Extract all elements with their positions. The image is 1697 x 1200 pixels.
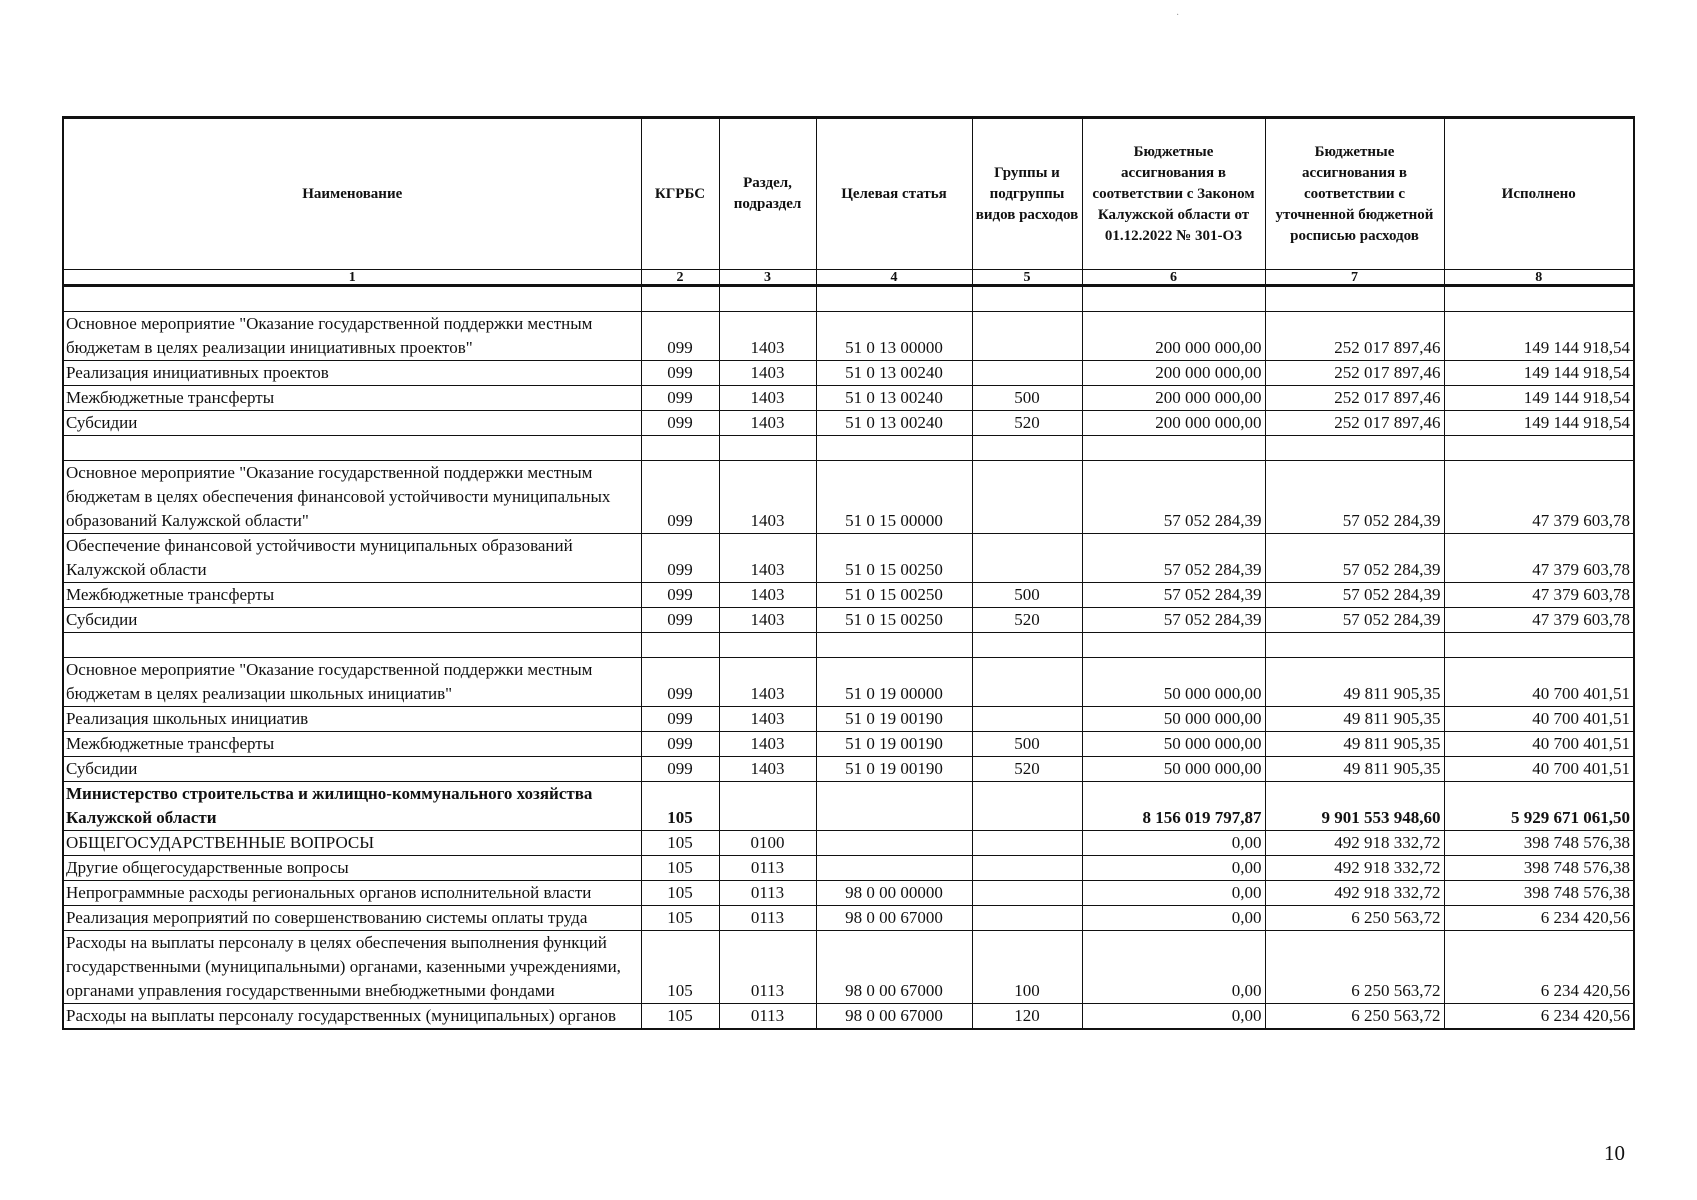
row-statya: 51 0 15 00250 [816, 534, 972, 583]
row-statya: 51 0 13 00240 [816, 361, 972, 386]
row-kgrbs: 105 [641, 931, 719, 1004]
row-vid [972, 658, 1082, 707]
row-law-amount: 57 052 284,39 [1082, 608, 1265, 633]
row-razdel: 1403 [719, 312, 816, 361]
row-razdel: 1403 [719, 608, 816, 633]
row-vid [972, 361, 1082, 386]
row-rospis-amount: 252 017 897,46 [1265, 386, 1444, 411]
row-kgrbs: 105 [641, 1004, 719, 1030]
row-statya: 51 0 15 00250 [816, 583, 972, 608]
row-kgrbs: 099 [641, 411, 719, 436]
row-law-amount: 50 000 000,00 [1082, 757, 1265, 782]
row-law-amount: 50 000 000,00 [1082, 707, 1265, 732]
row-kgrbs: 105 [641, 782, 719, 831]
row-rospis-amount: 57 052 284,39 [1265, 534, 1444, 583]
row-law-amount: 0,00 [1082, 906, 1265, 931]
row-name: Другие общегосударственные вопросы [63, 856, 641, 881]
row-rospis-amount: 6 250 563,72 [1265, 931, 1444, 1004]
row-done-amount: 149 144 918,54 [1444, 312, 1634, 361]
row-razdel: 0113 [719, 906, 816, 931]
row-kgrbs: 105 [641, 906, 719, 931]
row-razdel: 0100 [719, 831, 816, 856]
empty-cell [816, 286, 972, 312]
row-rospis-amount: 252 017 897,46 [1265, 361, 1444, 386]
row-kgrbs: 099 [641, 312, 719, 361]
row-statya: 51 0 13 00240 [816, 411, 972, 436]
row-kgrbs: 099 [641, 658, 719, 707]
row-vid [972, 707, 1082, 732]
row-vid [972, 312, 1082, 361]
table-row [63, 831, 1634, 856]
table-row [63, 782, 1634, 831]
row-done-amount: 47 379 603,78 [1444, 608, 1634, 633]
row-vid [972, 856, 1082, 881]
row-statya: 51 0 19 00190 [816, 707, 972, 732]
row-rospis-amount: 49 811 905,35 [1265, 732, 1444, 757]
header-statya: Целевая статья [816, 118, 972, 270]
row-law-amount: 57 052 284,39 [1082, 534, 1265, 583]
row-statya: 51 0 19 00190 [816, 757, 972, 782]
page-number: 10 [1604, 1141, 1625, 1165]
row-law-amount: 50 000 000,00 [1082, 658, 1265, 707]
table-row [63, 534, 1634, 583]
column-number: 5 [972, 270, 1082, 286]
header-row [63, 118, 1634, 270]
header-vid: Группы и подгруппы видов расходов [972, 118, 1082, 270]
row-vid: 500 [972, 583, 1082, 608]
header-razdel: Раздел, подраздел [719, 118, 816, 270]
row-vid: 100 [972, 931, 1082, 1004]
row-name: Основное мероприятие "Оказание государственной поддержки местным бюджетам в целях реализации школьных инициатив" [63, 658, 641, 707]
row-law-amount: 0,00 [1082, 1004, 1265, 1030]
row-razdel: 0113 [719, 881, 816, 906]
empty-cell [63, 633, 641, 658]
row-rospis-amount: 6 250 563,72 [1265, 906, 1444, 931]
empty-cell [972, 436, 1082, 461]
row-vid: 520 [972, 411, 1082, 436]
row-statya: 51 0 15 00250 [816, 608, 972, 633]
column-number: 2 [641, 270, 719, 286]
spacer-row [63, 633, 1634, 658]
row-done-amount: 5 929 671 061,50 [1444, 782, 1634, 831]
row-razdel: 1403 [719, 583, 816, 608]
empty-cell [816, 436, 972, 461]
row-name: ОБЩЕГОСУДАРСТВЕННЫЕ ВОПРОСЫ [63, 831, 641, 856]
row-done-amount: 6 234 420,56 [1444, 931, 1634, 1004]
table-row [63, 386, 1634, 411]
row-kgrbs: 105 [641, 881, 719, 906]
table-row [63, 658, 1634, 707]
row-statya [816, 856, 972, 881]
row-law-amount: 200 000 000,00 [1082, 312, 1265, 361]
header-law: Бюджетные ассигнования в соответствии с Законом Калужской области от 01.12.2022 № 301-ОЗ [1082, 118, 1265, 270]
row-name: Реализация мероприятий по совершенствованию системы оплаты труда [63, 906, 641, 931]
row-rospis-amount: 49 811 905,35 [1265, 707, 1444, 732]
empty-cell [1082, 436, 1265, 461]
row-name: Непрограммные расходы региональных органов исполнительной власти [63, 881, 641, 906]
row-kgrbs: 099 [641, 757, 719, 782]
row-razdel: 1403 [719, 707, 816, 732]
row-done-amount: 149 144 918,54 [1444, 361, 1634, 386]
row-name: Субсидии [63, 411, 641, 436]
row-statya: 51 0 15 00000 [816, 461, 972, 534]
header-name: Наименование [63, 118, 641, 270]
row-done-amount: 47 379 603,78 [1444, 461, 1634, 534]
row-statya: 98 0 00 67000 [816, 906, 972, 931]
table-row [63, 608, 1634, 633]
table-row [63, 411, 1634, 436]
budget-table [62, 116, 1635, 1030]
column-number: 3 [719, 270, 816, 286]
empty-cell [1265, 436, 1444, 461]
empty-cell [641, 633, 719, 658]
header-done: Исполнено [1444, 118, 1634, 270]
column-number-row [63, 270, 1634, 286]
row-razdel [719, 782, 816, 831]
empty-cell [1265, 286, 1444, 312]
empty-cell [63, 436, 641, 461]
row-vid [972, 906, 1082, 931]
empty-cell [1444, 633, 1634, 658]
row-rospis-amount: 49 811 905,35 [1265, 757, 1444, 782]
row-rospis-amount: 6 250 563,72 [1265, 1004, 1444, 1030]
row-law-amount: 200 000 000,00 [1082, 386, 1265, 411]
row-kgrbs: 099 [641, 534, 719, 583]
row-name: Реализация инициативных проектов [63, 361, 641, 386]
row-name: Основное мероприятие "Оказание государственной поддержки местным бюджетам в целях реализации инициативных проектов" [63, 312, 641, 361]
row-done-amount: 149 144 918,54 [1444, 386, 1634, 411]
row-razdel: 1403 [719, 461, 816, 534]
row-done-amount: 47 379 603,78 [1444, 583, 1634, 608]
row-law-amount: 0,00 [1082, 831, 1265, 856]
row-done-amount: 6 234 420,56 [1444, 906, 1634, 931]
row-law-amount: 0,00 [1082, 856, 1265, 881]
row-name: Межбюджетные трансферты [63, 386, 641, 411]
table-row [63, 707, 1634, 732]
row-kgrbs: 099 [641, 707, 719, 732]
row-rospis-amount: 57 052 284,39 [1265, 583, 1444, 608]
table-row [63, 757, 1634, 782]
row-rospis-amount: 252 017 897,46 [1265, 312, 1444, 361]
row-kgrbs: 099 [641, 583, 719, 608]
row-vid [972, 881, 1082, 906]
spacer-row [63, 286, 1634, 312]
row-rospis-amount: 49 811 905,35 [1265, 658, 1444, 707]
row-law-amount: 8 156 019 797,87 [1082, 782, 1265, 831]
table-row [63, 906, 1634, 931]
row-done-amount: 47 379 603,78 [1444, 534, 1634, 583]
row-rospis-amount: 252 017 897,46 [1265, 411, 1444, 436]
row-done-amount: 40 700 401,51 [1444, 658, 1634, 707]
row-law-amount: 0,00 [1082, 881, 1265, 906]
row-razdel: 1403 [719, 534, 816, 583]
row-done-amount: 40 700 401,51 [1444, 757, 1634, 782]
empty-cell [1265, 633, 1444, 658]
column-number: 7 [1265, 270, 1444, 286]
row-razdel: 0113 [719, 931, 816, 1004]
row-done-amount: 6 234 420,56 [1444, 1004, 1634, 1030]
row-kgrbs: 099 [641, 386, 719, 411]
row-statya: 51 0 19 00000 [816, 658, 972, 707]
column-number: 8 [1444, 270, 1634, 286]
row-vid: 520 [972, 757, 1082, 782]
budget-sheet [62, 116, 1635, 1030]
row-done-amount: 149 144 918,54 [1444, 411, 1634, 436]
row-name: Субсидии [63, 608, 641, 633]
empty-cell [63, 286, 641, 312]
row-kgrbs: 105 [641, 831, 719, 856]
row-law-amount: 200 000 000,00 [1082, 411, 1265, 436]
table-row [63, 361, 1634, 386]
row-razdel: 0113 [719, 856, 816, 881]
row-kgrbs: 099 [641, 732, 719, 757]
row-kgrbs: 099 [641, 608, 719, 633]
row-law-amount: 200 000 000,00 [1082, 361, 1265, 386]
empty-cell [1082, 286, 1265, 312]
column-number: 6 [1082, 270, 1265, 286]
row-vid [972, 782, 1082, 831]
empty-cell [816, 633, 972, 658]
row-statya [816, 782, 972, 831]
row-name: Расходы на выплаты персоналу государственных (муниципальных) органов [63, 1004, 641, 1030]
table-row [63, 312, 1634, 361]
empty-cell [1444, 436, 1634, 461]
row-done-amount: 40 700 401,51 [1444, 707, 1634, 732]
row-razdel: 1403 [719, 411, 816, 436]
spacer-row [63, 436, 1634, 461]
row-statya: 51 0 19 00190 [816, 732, 972, 757]
row-rospis-amount: 57 052 284,39 [1265, 608, 1444, 633]
row-vid: 500 [972, 386, 1082, 411]
row-vid: 120 [972, 1004, 1082, 1030]
row-kgrbs: 099 [641, 361, 719, 386]
row-law-amount: 0,00 [1082, 931, 1265, 1004]
empty-cell [972, 286, 1082, 312]
row-razdel: 0113 [719, 1004, 816, 1030]
row-vid: 520 [972, 608, 1082, 633]
empty-cell [972, 633, 1082, 658]
column-number: 1 [63, 270, 641, 286]
row-statya: 98 0 00 00000 [816, 881, 972, 906]
row-rospis-amount: 492 918 332,72 [1265, 856, 1444, 881]
empty-cell [641, 286, 719, 312]
empty-cell [719, 286, 816, 312]
row-law-amount: 50 000 000,00 [1082, 732, 1265, 757]
table-row [63, 461, 1634, 534]
row-done-amount: 40 700 401,51 [1444, 732, 1634, 757]
row-statya: 51 0 13 00000 [816, 312, 972, 361]
table-row [63, 732, 1634, 757]
row-name: Министерство строительства и жилищно-коммунального хозяйства Калужской области [63, 782, 641, 831]
empty-cell [719, 633, 816, 658]
row-name: Межбюджетные трансферты [63, 732, 641, 757]
row-law-amount: 57 052 284,39 [1082, 461, 1265, 534]
row-vid [972, 534, 1082, 583]
row-kgrbs: 099 [641, 461, 719, 534]
row-name: Субсидии [63, 757, 641, 782]
row-vid [972, 831, 1082, 856]
row-vid [972, 461, 1082, 534]
row-vid: 500 [972, 732, 1082, 757]
table-row [63, 1004, 1634, 1030]
table-body [63, 286, 1634, 1030]
row-done-amount: 398 748 576,38 [1444, 856, 1634, 881]
row-statya [816, 831, 972, 856]
row-razdel: 1403 [719, 386, 816, 411]
table-row [63, 583, 1634, 608]
table-row [63, 856, 1634, 881]
row-name: Обеспечение финансовой устойчивости муниципальных образований Калужской области [63, 534, 641, 583]
row-razdel: 1403 [719, 757, 816, 782]
scan-mark: · [1176, 10, 1180, 21]
row-rospis-amount: 57 052 284,39 [1265, 461, 1444, 534]
row-name: Межбюджетные трансферты [63, 583, 641, 608]
empty-cell [641, 436, 719, 461]
row-statya: 98 0 00 67000 [816, 931, 972, 1004]
row-name: Расходы на выплаты персоналу в целях обеспечения выполнения функций государственными (муниципальными) органами, казенными учреждениями, органами управления государственными внебюджетными фондами [63, 931, 641, 1004]
row-done-amount: 398 748 576,38 [1444, 881, 1634, 906]
row-razdel: 1403 [719, 732, 816, 757]
row-rospis-amount: 492 918 332,72 [1265, 831, 1444, 856]
row-razdel: 1403 [719, 658, 816, 707]
table-row [63, 881, 1634, 906]
row-rospis-amount: 9 901 553 948,60 [1265, 782, 1444, 831]
empty-cell [719, 436, 816, 461]
empty-cell [1444, 286, 1634, 312]
table-row [63, 931, 1634, 1004]
empty-cell [1082, 633, 1265, 658]
row-kgrbs: 105 [641, 856, 719, 881]
row-statya: 51 0 13 00240 [816, 386, 972, 411]
row-law-amount: 57 052 284,39 [1082, 583, 1265, 608]
header-kgrbs: КГРБС [641, 118, 719, 270]
row-razdel: 1403 [719, 361, 816, 386]
header-rospis: Бюджетные ассигнования в соответствии с уточненной бюджетной росписью расходов [1265, 118, 1444, 270]
row-done-amount: 398 748 576,38 [1444, 831, 1634, 856]
row-name: Основное мероприятие "Оказание государственной поддержки местным бюджетам в целях обеспечения финансовой устойчивости муниципальных образований Калужской области" [63, 461, 641, 534]
row-statya: 98 0 00 67000 [816, 1004, 972, 1030]
row-name: Реализация школьных инициатив [63, 707, 641, 732]
row-rospis-amount: 492 918 332,72 [1265, 881, 1444, 906]
column-number: 4 [816, 270, 972, 286]
